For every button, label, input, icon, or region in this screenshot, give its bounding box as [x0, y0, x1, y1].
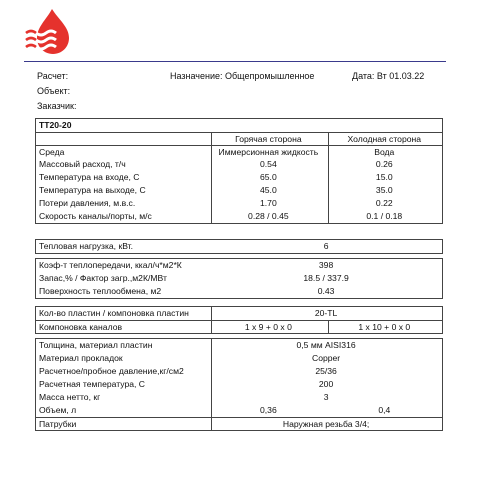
transfer-label: Запас,% / Фактор загр.,м2К/МВт: [39, 273, 167, 283]
raschet-label: Расчет:: [37, 71, 69, 81]
model-row: [36, 119, 442, 132]
table-row: [36, 210, 442, 223]
header-rule: [24, 61, 446, 62]
purpose-text: Назначение: Общепромышленное: [170, 71, 315, 81]
table-row: [36, 171, 442, 184]
model-name: ТТ20-20: [39, 120, 72, 130]
transfer-value: 0.43: [317, 286, 335, 296]
table-row: [36, 285, 442, 298]
heat-load-label: Тепловая нагрузка, кВт.: [39, 241, 134, 251]
sides-header-row: [36, 132, 442, 145]
param-cold: 0.1 / 0.18: [366, 211, 403, 221]
param-hot: Иммерсионная жидкость: [218, 146, 319, 157]
transfer-value: 18.5 / 337.9: [303, 273, 349, 283]
table-row: [36, 378, 442, 391]
transfer-value: 398: [318, 260, 334, 270]
table-row: [36, 307, 442, 320]
table-row: [36, 184, 442, 197]
transfer-table: [35, 258, 443, 299]
table-row: [36, 259, 442, 272]
params-table: [35, 118, 443, 224]
param-hot: 65.0: [260, 172, 277, 182]
param-label: Потери давления, м.в.с.: [39, 198, 136, 208]
param-hot: 0.54: [260, 159, 277, 169]
nozzles-value: Наружная резьба 3/4;: [282, 418, 370, 429]
nozzles-label: Патрубки: [39, 418, 77, 429]
param-label: Температура на входе, С: [39, 172, 140, 182]
param-label: Массовый расход, т/ч: [39, 159, 126, 169]
material-label: Толщина, материал пластин: [39, 340, 153, 350]
material-value: 25/36: [315, 366, 337, 376]
param-cold: 35.0: [375, 185, 393, 195]
date-text: Дата: Вт 01.03.22: [352, 71, 425, 81]
table-row: [36, 320, 442, 333]
table-row: [36, 339, 442, 352]
transfer-label: Коэф-т теплопередачи, ккал/ч*м2*К: [39, 260, 182, 270]
table-row: [36, 404, 442, 417]
heat-load-table: [35, 239, 443, 254]
param-hot: 1.70: [260, 198, 277, 208]
material-label: Расчетная температура, С: [39, 379, 146, 389]
param-cold: 0.22: [375, 198, 393, 208]
param-cold: 0.26: [375, 159, 393, 169]
channels-hot: 1 x 9 + 0 x 0: [244, 321, 292, 332]
table-row: [36, 197, 442, 210]
table-row: [36, 240, 442, 253]
zakazchik-label: Заказчик:: [37, 101, 77, 111]
table-row: [36, 365, 442, 378]
param-hot: 0.28 / 0.45: [248, 211, 289, 221]
param-label: Скорость каналы/порты, м/с: [39, 211, 152, 221]
plates-count-label: Кол-во пластин / компоновка пластин: [39, 308, 189, 318]
hot-side-header: Горячая сторона: [235, 133, 302, 144]
param-cold: Вода: [374, 146, 395, 157]
volume-label: Объем, л: [39, 405, 77, 415]
param-label: Среда: [39, 146, 65, 157]
param-hot: 45.0: [260, 185, 277, 195]
material-table: [35, 338, 443, 431]
table-row: [36, 272, 442, 285]
table-row: [36, 158, 442, 171]
channels-cold: 1 x 10 + 0 x 0: [358, 321, 411, 332]
volume-hot: 0,36: [260, 405, 277, 415]
obekt-label: Объект:: [37, 86, 71, 96]
param-cold: 15.0: [375, 172, 393, 182]
company-logo: [24, 6, 76, 58]
param-label: Температура на выходе, С: [39, 185, 146, 195]
channels-label: Компоновка каналов: [39, 321, 123, 332]
volume-cold: 0,4: [378, 405, 391, 415]
transfer-label: Поверхность теплообмена, м2: [39, 286, 162, 296]
table-row: [36, 352, 442, 365]
plates-table: [35, 306, 443, 334]
plates-count-value: 20-TL: [314, 308, 338, 318]
material-label: Масса нетто, кг: [39, 392, 101, 402]
material-value: Copper: [311, 353, 341, 363]
table-row: [36, 417, 442, 430]
table-row: [36, 145, 442, 158]
material-value: 200: [318, 379, 334, 389]
material-label: Материал прокладок: [39, 353, 123, 363]
heat-load-value: 6: [323, 241, 329, 251]
material-label: Расчетное/пробное давление,кг/см2: [39, 366, 184, 376]
material-value: 0,5 мм AISI316: [296, 340, 356, 350]
table-row: [36, 391, 442, 404]
material-value: 3: [323, 392, 329, 402]
cold-side-header: Холодная сторона: [347, 133, 422, 144]
